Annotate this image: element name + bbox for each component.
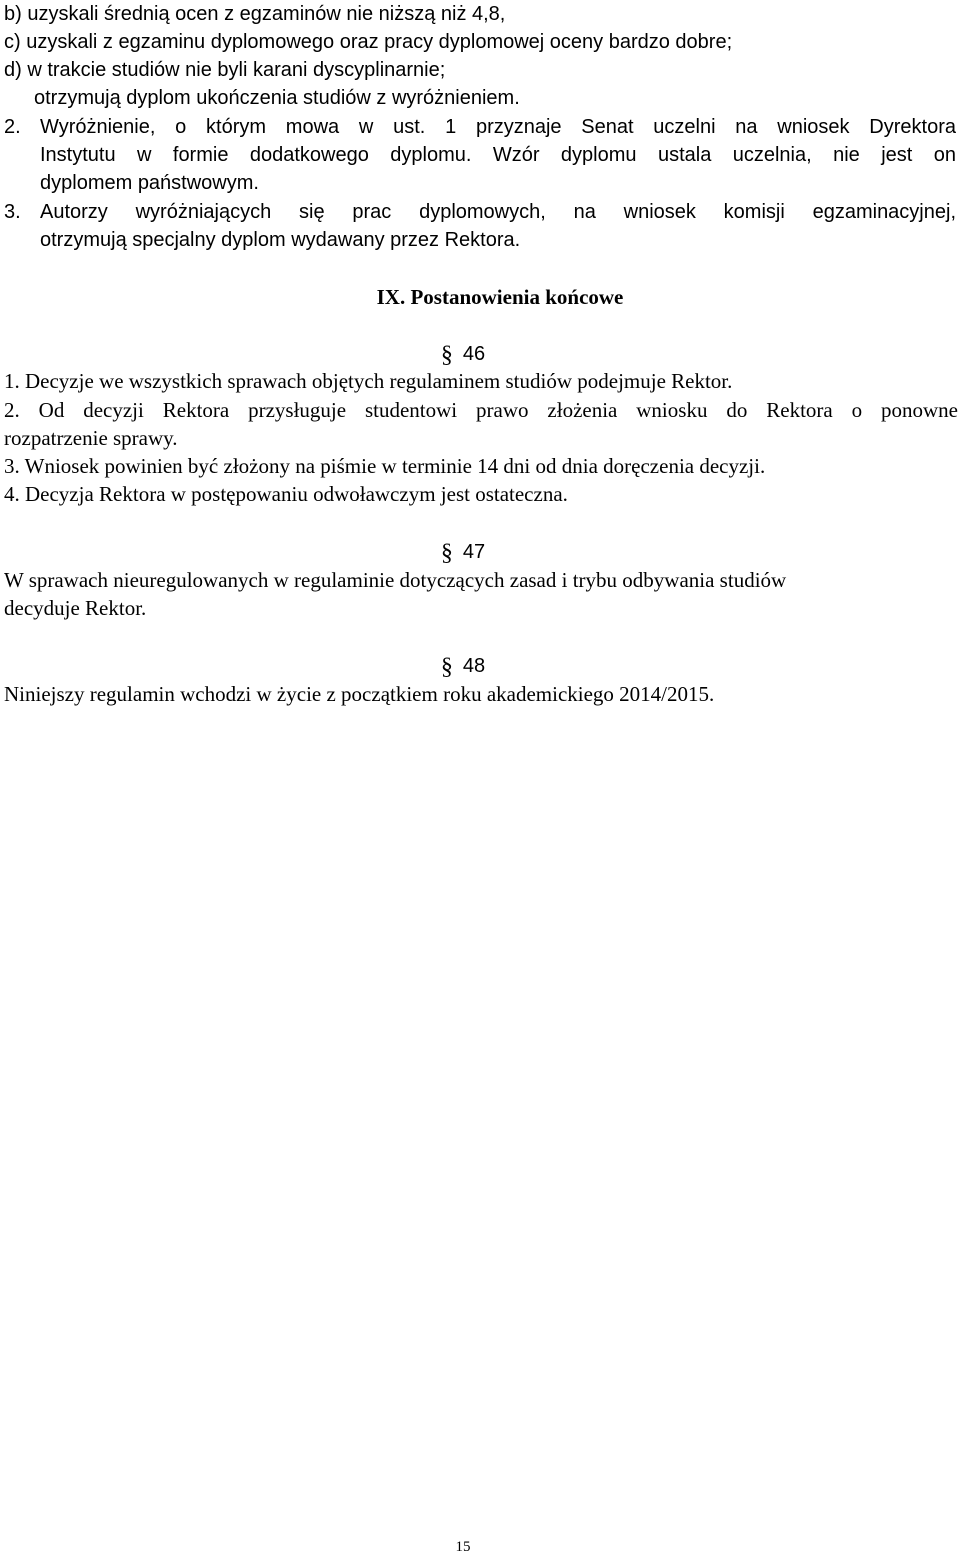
paragraph-47-line-2: decyduje Rektor.	[4, 596, 147, 620]
list-conclusion: otrzymują dyplom ukończenia studiów z wyróżnieniem.	[34, 87, 520, 109]
page-number: 15	[455, 1539, 471, 1555]
paragraph-46-heading	[403, 339, 523, 368]
item-3-line-2: otrzymują specjalny dyplom wydawany przez Rektora.	[40, 229, 521, 251]
paragraph-48-line-1: Niniejszy regulamin wchodzi w życie z początkiem roku akademickiego 2014/2015.	[4, 682, 715, 706]
paragraph-47-line-1: W sprawach nieuregulowanych w regulaminie dotyczących zasad i trybu odbywania studiów	[4, 568, 787, 592]
list-item-d: d) w trakcie studiów nie byli karani dyscyplinarnie;	[4, 59, 446, 81]
item-2-number: 2.	[4, 116, 21, 138]
paragraph-46-point-2-line-2: rozpatrzenie sprawy.	[4, 426, 178, 450]
section-sign-icon: §	[440, 654, 453, 680]
paragraph-46-point-2-line-1: 2. Od decyzji Rektora przysługuje studentowi prawo złożenia wniosku do Rektora o ponowne	[4, 398, 958, 422]
item-2-line-3: dyplomem państwowym.	[40, 172, 259, 194]
paragraph-48-heading	[403, 651, 523, 680]
paragraph-46-point-3: 3. Wniosek powinien być złożony na piśmie w terminie 14 dni od dnia doręczenia decyzji.	[4, 454, 766, 478]
list-item-c: c) uzyskali z egzaminu dyplomowego oraz pracy dyplomowej oceny bardzo dobre;	[4, 31, 733, 53]
item-3-number: 3.	[4, 201, 21, 223]
paragraph-46-point-1: 1. Decyzje we wszystkich sprawach objętych regulaminem studiów podejmuje Rektor.	[4, 369, 733, 393]
list-item-b: b) uzyskali średnią ocen z egzaminów nie niższą niż 4,8,	[4, 3, 506, 25]
paragraph-46-point-4: 4. Decyzja Rektora w postępowaniu odwoławczym jest ostateczna.	[4, 482, 568, 506]
section-sign-icon: §	[440, 342, 453, 368]
paragraph-47-heading	[403, 537, 523, 566]
paragraph-48-number: 48	[462, 655, 486, 677]
item-3-line-1: Autorzy wyróżniających się prac dyplomowych, na wniosek komisji egzaminacyjnej,	[40, 201, 956, 223]
section-title: IX. Postanowienia końcowe	[376, 285, 624, 309]
paragraph-47-number: 47	[462, 541, 486, 563]
item-2-line-2: Instytutu w formie dodatkowego dyplomu. Wzór dyplomu ustala uczelnia, nie jest on	[40, 144, 956, 166]
paragraph-46-number: 46	[462, 343, 486, 365]
item-2-line-1: Wyróżnienie, o którym mowa w ust. 1 przyznaje Senat uczelni na wniosek Dyrektora	[40, 116, 956, 138]
section-sign-icon: §	[440, 540, 453, 566]
